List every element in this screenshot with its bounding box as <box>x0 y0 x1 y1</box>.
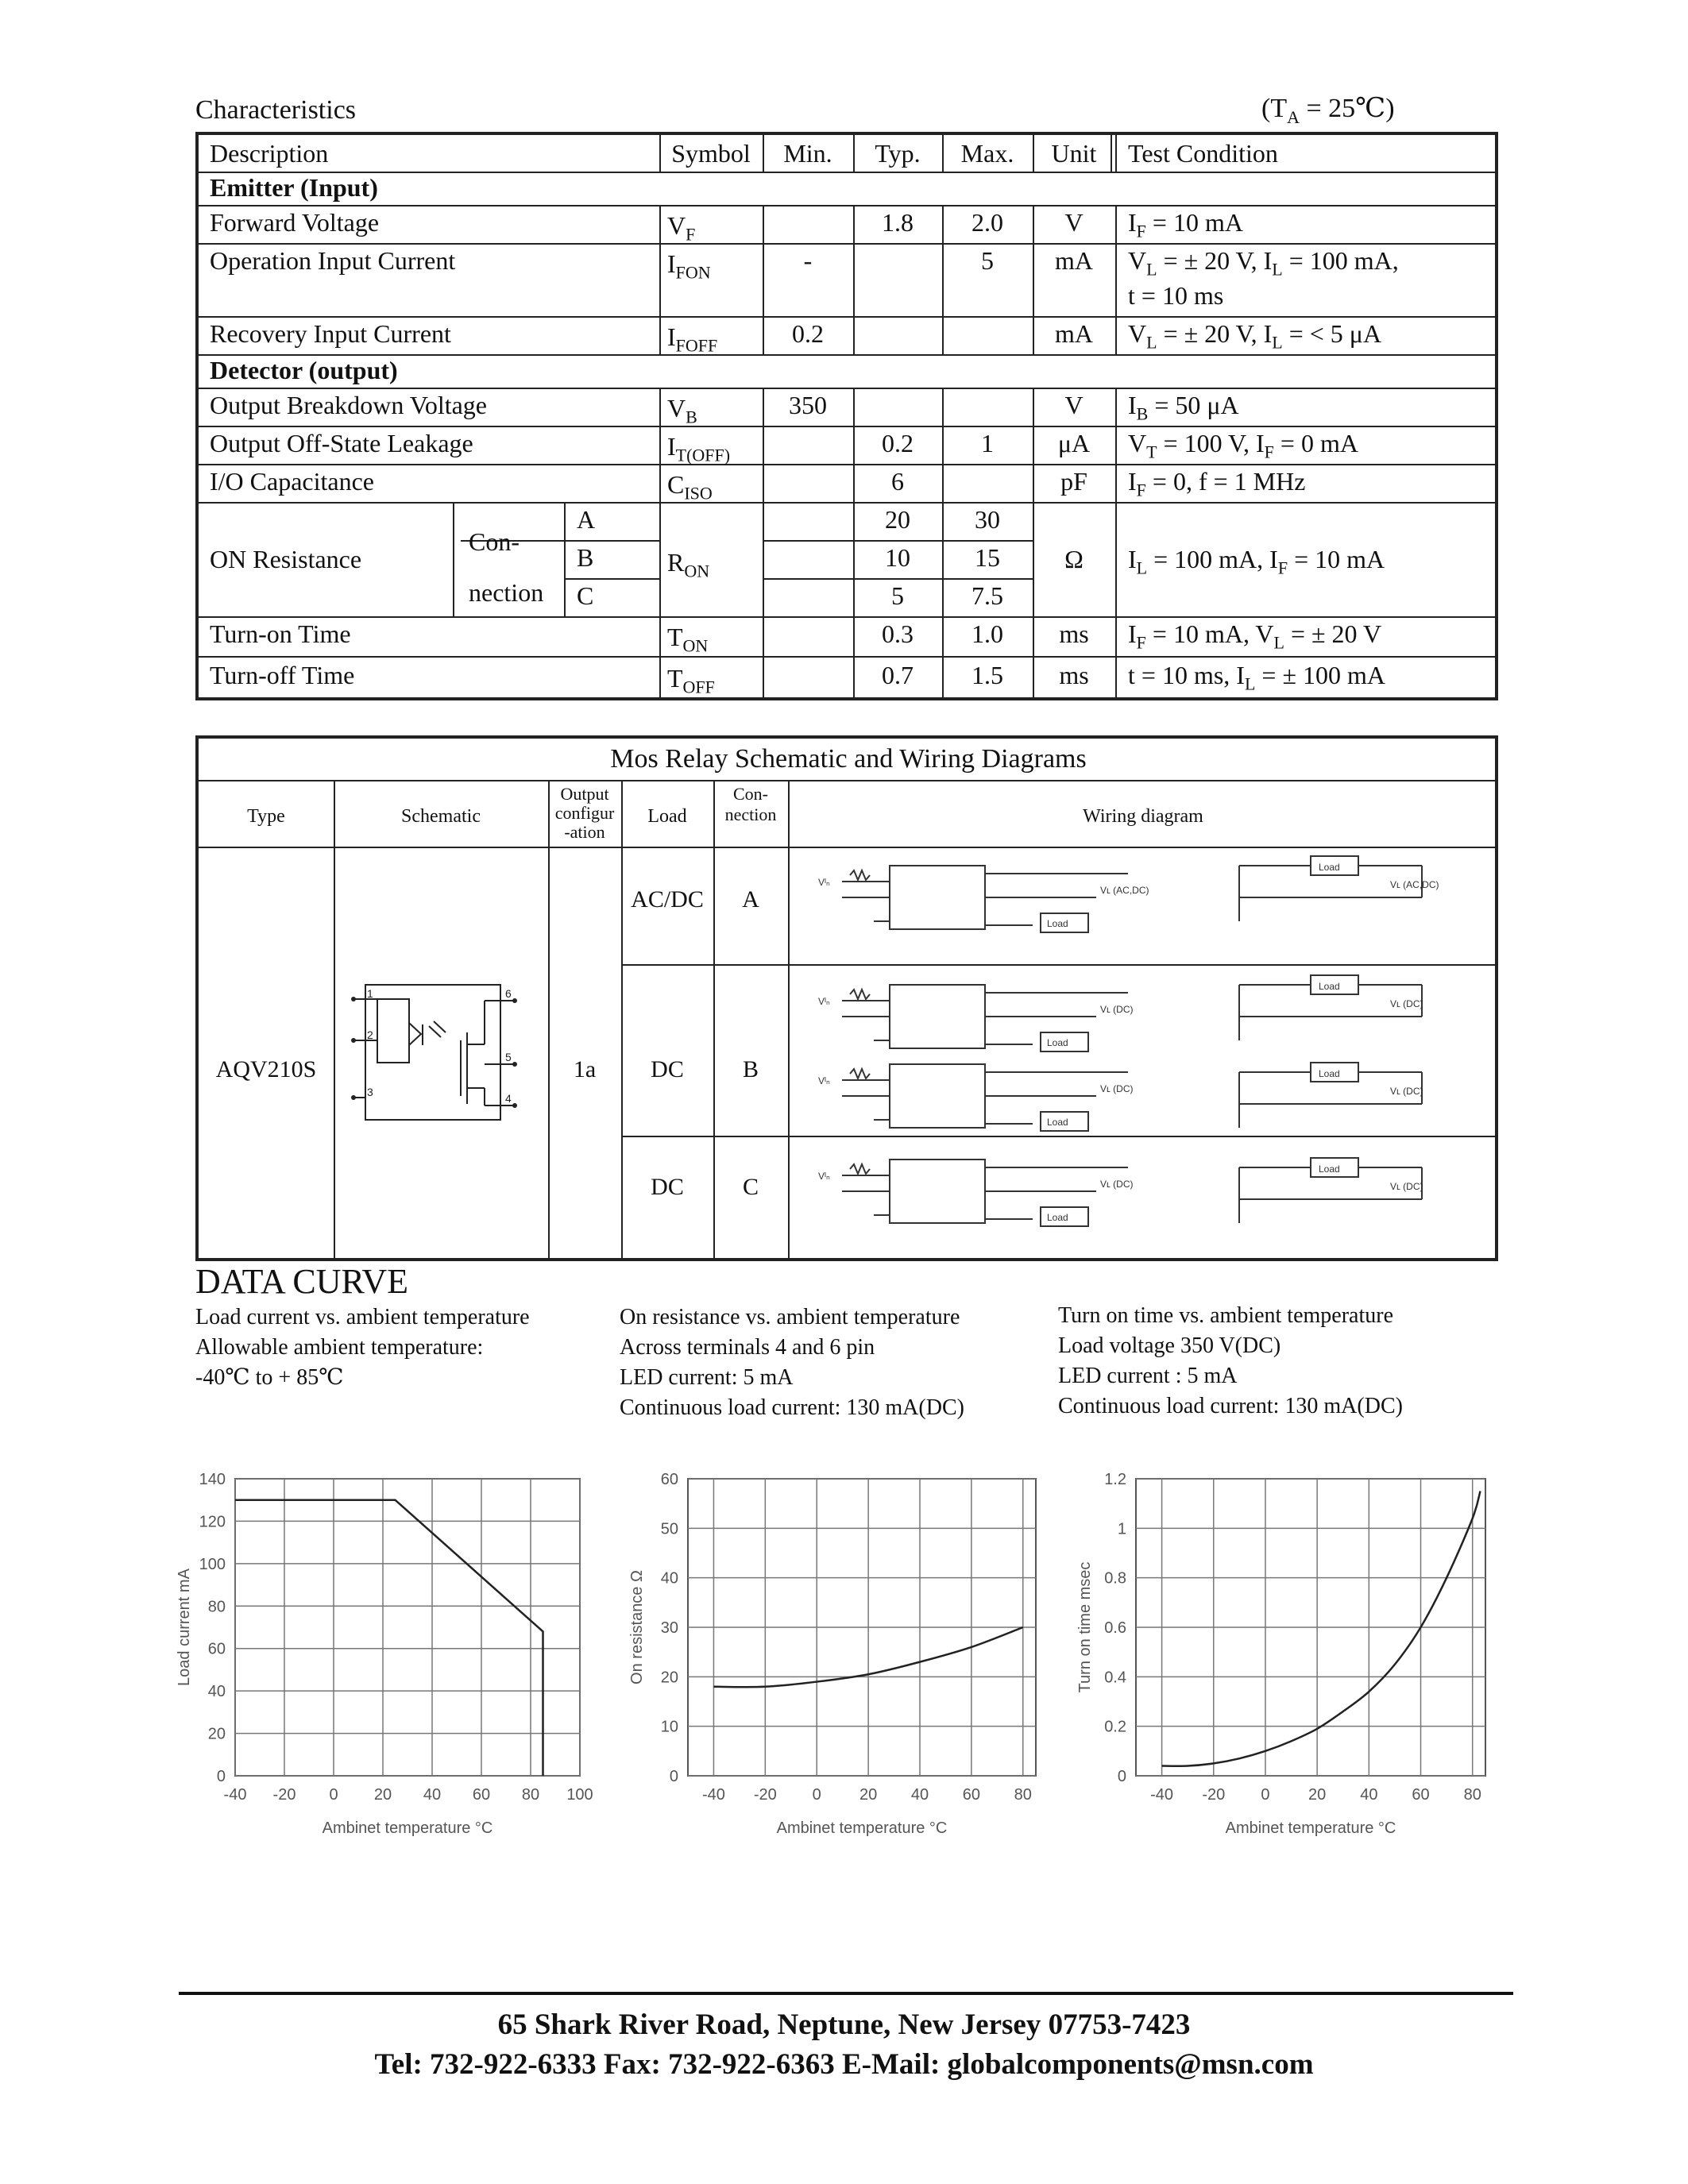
header-typ: Typ. <box>875 139 921 168</box>
wiring-diagram-b2-alt <box>1231 1056 1470 1144</box>
turn-off-time-symbol: $T_{OFF}$ <box>667 664 715 697</box>
x-tick-label: 0 <box>1261 1786 1270 1804</box>
header-min: Min. <box>783 139 832 168</box>
turn-on-time-max: 1.0 <box>971 619 1003 648</box>
svg-text:Load: Load <box>1319 981 1340 992</box>
header-wiring: Wiring diagram <box>1083 806 1203 827</box>
turn-on-time-unit: ms <box>1059 619 1089 648</box>
svg-text:Vʟ (DC): Vʟ (DC) <box>1390 998 1423 1009</box>
svg-text:Vᴵₙ: Vᴵₙ <box>818 1171 830 1182</box>
header-output: -ation <box>564 822 605 842</box>
wiring-diagram-c <box>794 1144 1144 1247</box>
grid-vline <box>1115 205 1117 354</box>
on-resistance-connection-label: Con- <box>469 527 520 556</box>
caption-line: Turn on time vs. ambient temperature <box>1058 1303 1393 1328</box>
grid-vline <box>564 502 566 616</box>
svg-text:5: 5 <box>505 1051 512 1063</box>
wiring-diagram-a-alt <box>1231 850 1470 937</box>
header-connection: nection <box>724 805 777 824</box>
x-tick-label: -20 <box>753 1786 777 1804</box>
turn-off-time-condition: t = 10 ms, $I_L$ = ± 100 mA <box>1128 661 1385 694</box>
io-capacitance-symbol: $C_{ISO}$ <box>667 470 713 504</box>
output-off-state-leakage-typ: 0.2 <box>882 429 914 457</box>
on-resistance-typ: 5 <box>891 581 904 610</box>
y-axis-label: Turn on time msec <box>1076 1561 1094 1693</box>
grid-hline <box>199 172 1498 173</box>
svg-text:4: 4 <box>505 1092 512 1105</box>
mos-title: Mos Relay Schematic and Wiring Diagrams <box>610 744 1087 774</box>
svg-text:1: 1 <box>367 987 373 1000</box>
turn-on-time-description: Turn-on Time <box>210 619 351 648</box>
output-configuration: 1a <box>573 1056 597 1082</box>
turn-off-time-max: 1.5 <box>971 661 1003 689</box>
on-resistance-typ: 10 <box>885 543 910 572</box>
y-tick-label: 0 <box>1117 1768 1126 1785</box>
series-line <box>1162 1491 1481 1766</box>
header-unit: Unit <box>1051 139 1097 168</box>
section-detector: Detector (output) <box>210 356 398 384</box>
io-capacitance-description: I/O Capacitance <box>210 467 374 496</box>
on-resistance-typ: 20 <box>885 505 910 534</box>
output-breakdown-voltage-symbol: $V_B$ <box>667 394 697 427</box>
data-curve-title: DATA CURVE <box>195 1262 408 1301</box>
y-tick-label: 0 <box>216 1768 226 1785</box>
y-tick-label: 140 <box>199 1471 226 1488</box>
footer-rule <box>179 1992 1513 1995</box>
chart-frame <box>235 1479 580 1776</box>
caption-line: -40℃ to + 85℃ <box>195 1365 344 1390</box>
svg-text:Vᴵₙ: Vᴵₙ <box>818 1075 830 1086</box>
relay-type: AQV210S <box>215 1056 317 1082</box>
x-tick-label: -20 <box>1202 1786 1226 1804</box>
header-output: configur <box>554 803 615 823</box>
on-resistance-symbol: $R_{ON}$ <box>667 548 710 581</box>
x-tick-label: 60 <box>472 1786 491 1804</box>
x-tick-label: 60 <box>962 1786 981 1804</box>
x-tick-label: -40 <box>223 1786 247 1804</box>
y-tick-label: 0.6 <box>1104 1619 1126 1637</box>
header-symbol: Symbol <box>671 139 751 168</box>
condition-sub: A <box>1287 106 1300 127</box>
x-tick-label: 100 <box>566 1786 593 1804</box>
svg-text:Load: Load <box>1047 1037 1068 1048</box>
svg-text:Load: Load <box>1047 1212 1068 1223</box>
header-type: Type <box>247 806 285 827</box>
turn-off-time-unit: ms <box>1059 661 1089 689</box>
svg-text:Vʟ (DC): Vʟ (DC) <box>1390 1086 1423 1097</box>
caption-line: LED current : 5 mA <box>1058 1364 1238 1388</box>
y-tick-label: 20 <box>207 1725 226 1743</box>
data-curve-charts <box>0 1445 1688 1858</box>
x-tick-label: -40 <box>701 1786 725 1804</box>
operation-input-current-max: 5 <box>981 246 994 275</box>
condition-tail: = 25℃) <box>1299 94 1395 123</box>
grid-line <box>788 780 790 1261</box>
on-resistance-connection-B: B <box>577 543 594 572</box>
on-resistance-connection-C: C <box>577 581 594 610</box>
caption-on-resistance <box>620 1302 964 1423</box>
y-tick-label: 0.8 <box>1104 1569 1126 1588</box>
x-tick-label: 20 <box>1308 1786 1327 1804</box>
output-breakdown-voltage-description: Output Breakdown Voltage <box>210 391 487 419</box>
header-connection: Con- <box>733 784 768 804</box>
y-tick-label: 50 <box>660 1520 678 1538</box>
footer-address: 65 Shark River Road, Neptune, New Jersey 07753-7423 <box>497 2008 1191 2041</box>
x-tick-label: 0 <box>329 1786 338 1804</box>
output-breakdown-voltage-condition: $I_B = 50$ μA <box>1128 391 1239 424</box>
condition-text: (T <box>1261 94 1288 123</box>
x-tick-label: 80 <box>1463 1786 1481 1804</box>
svg-text:Vᴵₙ: Vᴵₙ <box>818 877 830 888</box>
wiring-diagram-a <box>794 850 1149 953</box>
header-load: Load <box>647 806 687 827</box>
svg-text:6: 6 <box>505 987 512 1000</box>
grid-vline <box>659 205 661 354</box>
y-tick-label: 40 <box>207 1683 226 1701</box>
output-breakdown-voltage-min: 350 <box>789 391 827 419</box>
x-tick-label: 80 <box>521 1786 540 1804</box>
connection-A: A <box>742 886 759 913</box>
caption-line: Allowable ambient temperature: <box>195 1335 484 1360</box>
forward-voltage-symbol: $V_F$ <box>667 211 696 245</box>
output-off-state-leakage-max: 1 <box>981 429 994 457</box>
x-tick-label: -40 <box>1150 1786 1174 1804</box>
grid-vline <box>659 388 661 697</box>
y-tick-label: 10 <box>660 1718 678 1736</box>
caption-line: LED current: 5 mA <box>620 1365 794 1390</box>
caption-line: Across terminals 4 and 6 pin <box>620 1335 875 1360</box>
y-tick-label: 0.2 <box>1104 1718 1126 1736</box>
wiring-diagram-c-alt <box>1231 1152 1470 1239</box>
series-line <box>235 1500 543 1776</box>
svg-text:3: 3 <box>367 1086 373 1098</box>
turn-off-time-description: Turn-off Time <box>210 661 355 689</box>
x-tick-label: 20 <box>859 1786 878 1804</box>
svg-text:Load: Load <box>1319 1163 1340 1175</box>
relay-schematic <box>334 969 548 1175</box>
y-tick-label: 30 <box>660 1619 678 1637</box>
svg-text:Vʟ (AC,DC): Vʟ (AC,DC) <box>1390 879 1439 890</box>
forward-voltage-condition: $I_F = 10$ mA <box>1128 208 1243 241</box>
x-tick-label: 80 <box>1014 1786 1032 1804</box>
on-resistance-connection-A: A <box>577 505 596 534</box>
header-output: Output <box>560 784 609 804</box>
operation-input-current-min: - <box>803 246 813 275</box>
turn-on-time-typ: 0.3 <box>882 619 914 648</box>
operation-input-current-symbol: $I_{FON}$ <box>667 249 711 283</box>
x-tick-label: 20 <box>373 1786 392 1804</box>
forward-voltage-typ: 1.8 <box>882 208 914 237</box>
y-tick-label: 40 <box>660 1569 678 1588</box>
svg-text:Vᴵₙ: Vᴵₙ <box>818 996 830 1007</box>
operation-input-current-condition: $V_L$ = ± 20 V, $I_L = 100$ mA, <box>1128 246 1399 280</box>
svg-text:Vʟ (AC,DC): Vʟ (AC,DC) <box>1100 885 1149 896</box>
output-off-state-leakage-symbol: $I_{T(OFF)}$ <box>667 432 731 465</box>
y-tick-label: 100 <box>199 1555 226 1573</box>
x-tick-label: 0 <box>812 1786 821 1804</box>
caption-line: Load voltage 350 V(DC) <box>1058 1333 1281 1358</box>
load-type: DC <box>651 1056 684 1082</box>
svg-text:Load: Load <box>1319 862 1340 873</box>
connection-B: B <box>742 1056 759 1082</box>
turn-on-time-symbol: $T_{ON}$ <box>667 623 709 656</box>
section-emitter: Emitter (Input) <box>210 173 378 202</box>
grid-vline <box>1115 388 1117 697</box>
svg-text:Load: Load <box>1047 918 1068 929</box>
on-resistance-max: 7.5 <box>971 581 1003 610</box>
y-axis-label: Load current mA <box>176 1569 193 1686</box>
y-tick-label: 60 <box>660 1471 678 1488</box>
header-max: Max. <box>960 139 1014 168</box>
y-tick-label: 80 <box>207 1598 226 1616</box>
x-tick-label: 60 <box>1412 1786 1430 1804</box>
wiring-diagram-b1-alt <box>1231 969 1470 1056</box>
svg-text:Vʟ (DC): Vʟ (DC) <box>1100 1179 1134 1190</box>
recovery-input-current-unit: mA <box>1055 319 1093 348</box>
turn-on-time-condition: $I_F = 10$ mA, $V_L$ = ± 20 V <box>1128 619 1382 653</box>
caption-line: Continuous load current: 130 mA(DC) <box>620 1395 964 1420</box>
on-resistance-condition: $I_L = 100$ mA, $I_F = 10$ mA <box>1128 545 1385 578</box>
io-capacitance-condition: $I_F = 0$, f = 1 MHz <box>1128 467 1306 500</box>
x-tick-label: 40 <box>910 1786 929 1804</box>
grid-line <box>621 964 1498 966</box>
grid-vline <box>763 388 764 697</box>
x-axis-label: Ambinet temperature °C <box>776 1819 948 1837</box>
io-capacitance-unit: pF <box>1060 467 1087 496</box>
on-resistance-description: ON Resistance <box>210 545 362 573</box>
footer-contact: Tel: 732-922-6333 Fax: 732-922-6363 E-Mail: globalcomponents@msn.com <box>374 2048 1314 2081</box>
output-breakdown-voltage-unit: V <box>1064 391 1083 419</box>
y-tick-label: 120 <box>199 1513 226 1531</box>
on-resistance-connection-label: nection <box>469 578 544 607</box>
temperature-condition <box>1261 92 1395 128</box>
y-axis-label: On resistance Ω <box>628 1570 646 1684</box>
x-axis-label: Ambinet temperature °C <box>322 1819 493 1837</box>
forward-voltage-description: Forward Voltage <box>210 208 380 237</box>
svg-text:2: 2 <box>367 1028 373 1041</box>
caption-line: Load current vs. ambient temperature <box>195 1305 530 1329</box>
svg-text:Vʟ (DC): Vʟ (DC) <box>1390 1181 1423 1192</box>
grid-line <box>548 780 550 1261</box>
caption-turn-on-time <box>1058 1301 1403 1422</box>
wiring-diagram-b2 <box>794 1048 1144 1152</box>
grid-vline <box>1115 135 1117 172</box>
on-resistance-unit: Ω <box>1064 545 1083 573</box>
header-test-condition: Test Condition <box>1128 139 1278 168</box>
load-type: DC <box>651 1174 684 1200</box>
forward-voltage-unit: V <box>1064 208 1083 237</box>
y-tick-label: 60 <box>207 1640 226 1658</box>
x-tick-label: -20 <box>272 1786 296 1804</box>
svg-text:Load: Load <box>1047 1117 1068 1128</box>
connection-C: C <box>742 1174 759 1200</box>
mos-relay-table <box>195 735 1498 1261</box>
output-off-state-leakage-description: Output Off-State Leakage <box>210 429 473 457</box>
y-tick-label: 0.4 <box>1104 1669 1126 1687</box>
turn-off-time-typ: 0.7 <box>882 661 914 689</box>
io-capacitance-typ: 6 <box>891 467 904 496</box>
grid-vline <box>453 502 454 616</box>
svg-text:Vʟ (DC): Vʟ (DC) <box>1100 1004 1134 1015</box>
header-description: Description <box>210 139 329 168</box>
y-tick-label: 1.2 <box>1104 1471 1126 1488</box>
on-resistance-max: 30 <box>975 505 1000 534</box>
characteristics-grid <box>195 132 1498 700</box>
forward-voltage-max: 2.0 <box>971 208 1003 237</box>
y-tick-label: 0 <box>669 1768 678 1785</box>
x-axis-label: Ambinet temperature °C <box>1225 1819 1396 1837</box>
recovery-input-current-condition: $V_L$ = ± 20 V, $I_L$ = < 5 μA <box>1128 319 1382 353</box>
output-off-state-leakage-unit: μA <box>1057 429 1091 457</box>
operation-input-current-description: Operation Input Current <box>210 246 456 275</box>
x-tick-label: 40 <box>423 1786 442 1804</box>
on-resistance-max: 15 <box>975 543 1000 572</box>
grid-hline <box>199 205 1498 206</box>
output-off-state-leakage-condition: $V_T = 100$ V, $I_F = 0$ mA <box>1128 429 1358 462</box>
recovery-input-current-symbol: $I_{FOFF}$ <box>667 322 718 356</box>
caption-line: Continuous load current: 130 mA(DC) <box>1058 1394 1403 1418</box>
svg-text:Vʟ (DC): Vʟ (DC) <box>1100 1083 1134 1094</box>
grid-line <box>199 847 1498 848</box>
recovery-input-current-min: 0.2 <box>792 319 824 348</box>
operation-input-current-unit: mA <box>1055 246 1093 275</box>
svg-text:Load: Load <box>1319 1068 1340 1079</box>
y-tick-label: 20 <box>660 1669 678 1687</box>
operation-input-current-condition-line2: t = 10 ms <box>1128 281 1224 310</box>
caption-line: On resistance vs. ambient temperature <box>620 1305 960 1329</box>
recovery-input-current-description: Recovery Input Current <box>210 319 451 348</box>
grid-line <box>199 780 1498 781</box>
y-tick-label: 1 <box>1117 1520 1126 1538</box>
characteristics-title: Characteristics <box>195 95 357 125</box>
caption-load-current <box>195 1302 530 1393</box>
x-tick-label: 40 <box>1360 1786 1378 1804</box>
header-schematic: Schematic <box>401 806 481 827</box>
load-type: AC/DC <box>631 886 704 913</box>
